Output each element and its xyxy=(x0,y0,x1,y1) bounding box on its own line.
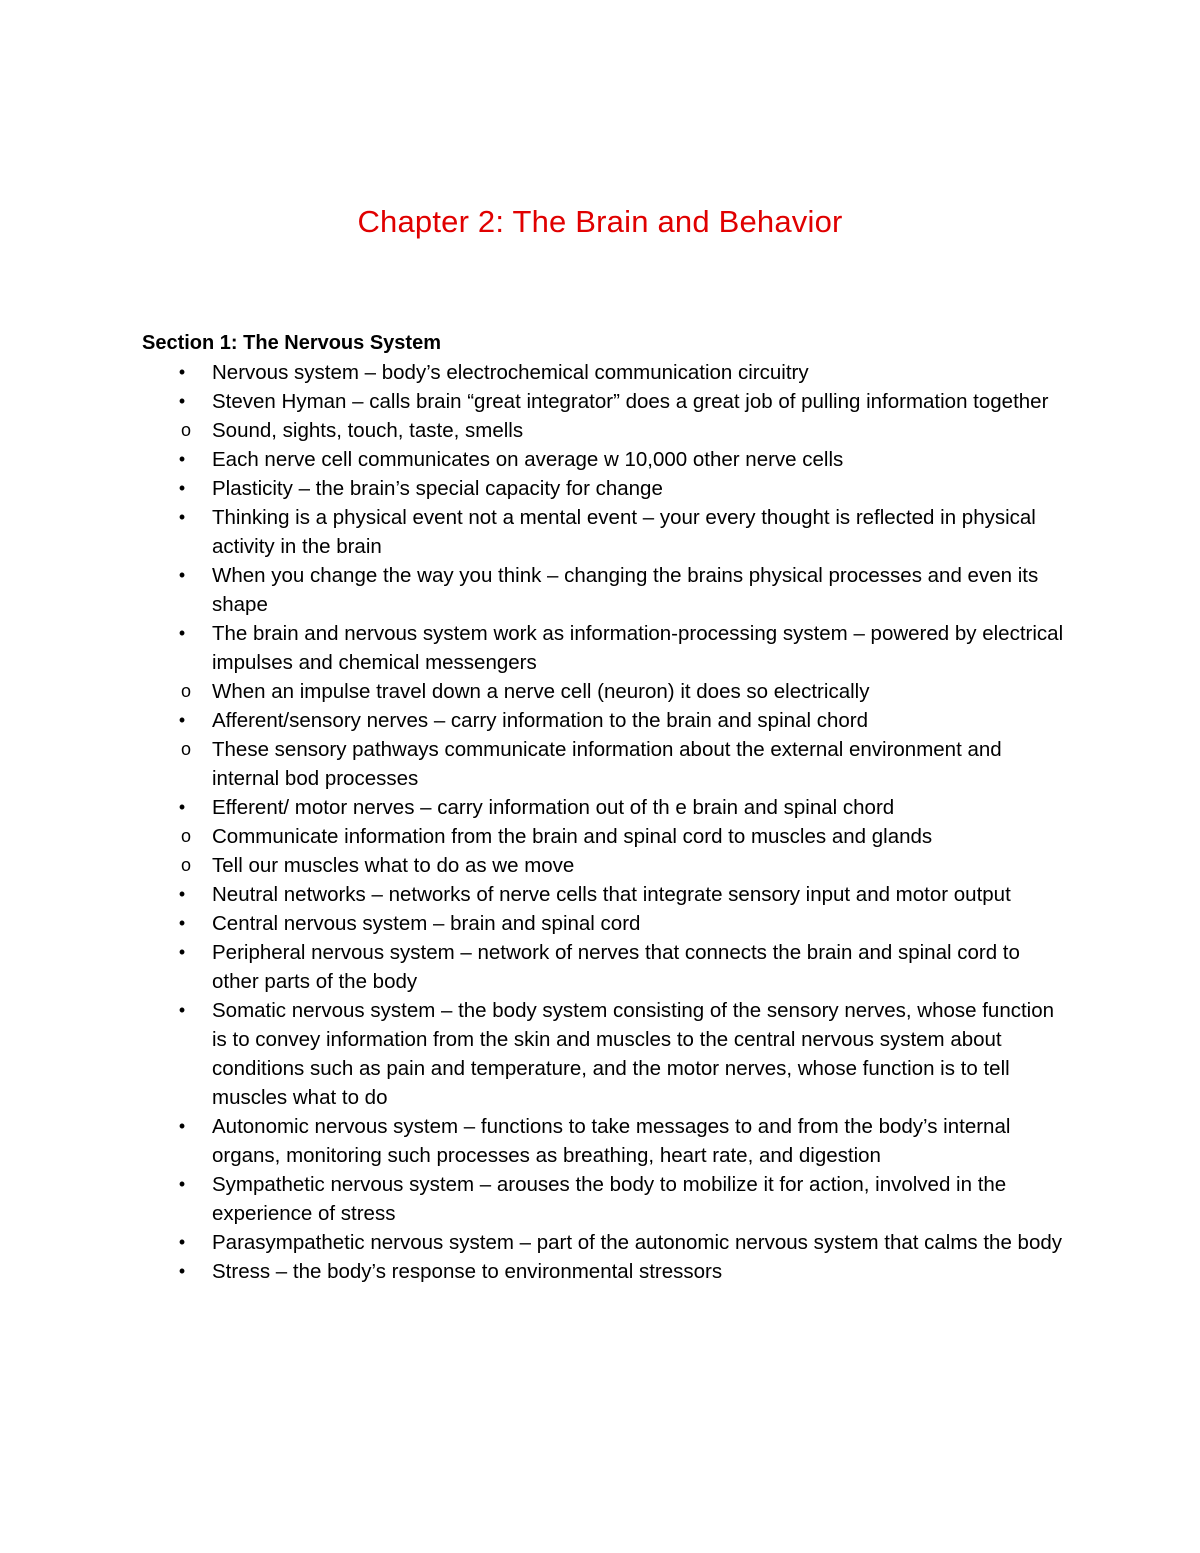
sub-bullet-icon: o xyxy=(180,855,191,875)
list-item xyxy=(142,445,1072,474)
list-item-text: Afferent/sensory nerves – carry information to the brain and spinal chord xyxy=(212,709,868,732)
list-item-text: Central nervous system – brain and spinal cord xyxy=(212,912,641,935)
list-item xyxy=(142,474,1072,503)
bullet-icon: • xyxy=(178,391,186,411)
list-item xyxy=(142,1170,1072,1228)
sub-list-item xyxy=(142,416,1072,445)
bullet-icon: • xyxy=(178,1116,186,1136)
sub-list xyxy=(142,677,1072,706)
bullet-icon: • xyxy=(178,1174,186,1194)
list-item-text: Efferent/ motor nerves – carry information out of th e brain and spinal chord xyxy=(212,796,895,819)
sub-bullet-icon: o xyxy=(180,681,191,701)
bullet-icon: • xyxy=(178,710,186,730)
list-item xyxy=(142,619,1072,677)
list-item-text: Peripheral nervous system – network of nerves that connects the brain and spinal cord to other parts of the body xyxy=(212,941,1020,993)
bullet-icon: • xyxy=(178,1000,186,1020)
list-item-text: Steven Hyman – calls brain “great integrator” does a great job of pulling information together xyxy=(212,390,1049,413)
list-item-text: Nervous system – body’s electrochemical communication circuitry xyxy=(212,361,809,384)
list-item-text: Parasympathetic nervous system – part of the autonomic nervous system that calms the body xyxy=(212,1231,1063,1254)
list-item-text: Somatic nervous system – the body system consisting of the sensory nerves, whose function is to convey information from the skin and muscles to the central nervous system about conditions such as pain and temperature, and the motor nerves, whose function is to tell muscles what to do xyxy=(212,999,1055,1109)
sub-list xyxy=(142,735,1072,793)
sub-list-item xyxy=(142,822,1072,851)
bullet-icon: • xyxy=(178,884,186,904)
bullet-icon: • xyxy=(178,449,186,469)
bullet-icon: • xyxy=(178,942,186,962)
list-item-text: Stress – the body’s response to environmental stressors xyxy=(212,1260,723,1283)
sub-bullet-icon: o xyxy=(180,739,191,759)
bullet-icon: • xyxy=(178,797,186,817)
list-item-text: The brain and nervous system work as information-processing system – powered by electrical impulses and chemical messengers xyxy=(212,622,1064,674)
sub-list-item-text: Communicate information from the brain and spinal cord to muscles and glands xyxy=(212,825,933,848)
list-item-text: Each nerve cell communicates on average w 10,000 other nerve cells xyxy=(212,448,844,471)
bullet-icon: • xyxy=(178,913,186,933)
sub-list-item-text: When an impulse travel down a nerve cell (neuron) it does so electrically xyxy=(212,680,870,703)
list-item xyxy=(142,387,1072,416)
list-item-text: Plasticity – the brain’s special capacity for change xyxy=(212,477,663,500)
list-item xyxy=(142,1257,1072,1286)
list-item xyxy=(142,996,1072,1112)
list-item xyxy=(142,880,1072,909)
list-item xyxy=(142,358,1072,387)
sub-list-item xyxy=(142,677,1072,706)
list-item xyxy=(142,909,1072,938)
section-heading: Section 1: The Nervous System xyxy=(142,332,441,354)
sub-list-item-text: These sensory pathways communicate information about the external environment and internal bod processes xyxy=(212,738,1002,790)
sub-bullet-icon: o xyxy=(180,420,191,440)
list-item-text: Sympathetic nervous system – arouses the body to mobilize it for action, involved in the experience of stress xyxy=(212,1173,1007,1225)
sub-list xyxy=(142,822,1072,880)
list-item xyxy=(142,938,1072,996)
bullet-list xyxy=(142,358,1072,1286)
sub-bullet-icon: o xyxy=(180,826,191,846)
list-item-text: When you change the way you think – changing the brains physical processes and even its shape xyxy=(212,564,1039,616)
list-item xyxy=(142,1228,1072,1257)
list-item-text: Neutral networks – networks of nerve cells that integrate sensory input and motor output xyxy=(212,883,1011,906)
list-item xyxy=(142,561,1072,619)
bullet-icon: • xyxy=(178,362,186,382)
list-item xyxy=(142,503,1072,561)
bullet-icon: • xyxy=(178,478,186,498)
sub-list-item xyxy=(142,851,1072,880)
list-item-text: Autonomic nervous system – functions to take messages to and from the body’s internal organs, monitoring such processes as breathing, heart rate, and digestion xyxy=(212,1115,1011,1167)
bullet-icon: • xyxy=(178,623,186,643)
list-item-text: Thinking is a physical event not a mental event – your every thought is reflected in physical activity in the brain xyxy=(212,506,1036,558)
bullet-icon: • xyxy=(178,1232,186,1252)
sub-list xyxy=(142,416,1072,445)
list-item xyxy=(142,793,1072,822)
list-item xyxy=(142,706,1072,735)
list-item xyxy=(142,1112,1072,1170)
sub-list-item xyxy=(142,735,1072,793)
section-nervous-system xyxy=(142,329,1072,1286)
sub-list-item-text: Tell our muscles what to do as we move xyxy=(212,854,575,877)
sub-list-item-text: Sound, sights, touch, taste, smells xyxy=(212,419,524,442)
page-title: Chapter 2: The Brain and Behavior xyxy=(357,204,843,239)
bullet-icon: • xyxy=(178,565,186,585)
bullet-icon: • xyxy=(178,507,186,527)
bullet-icon: • xyxy=(178,1261,186,1281)
